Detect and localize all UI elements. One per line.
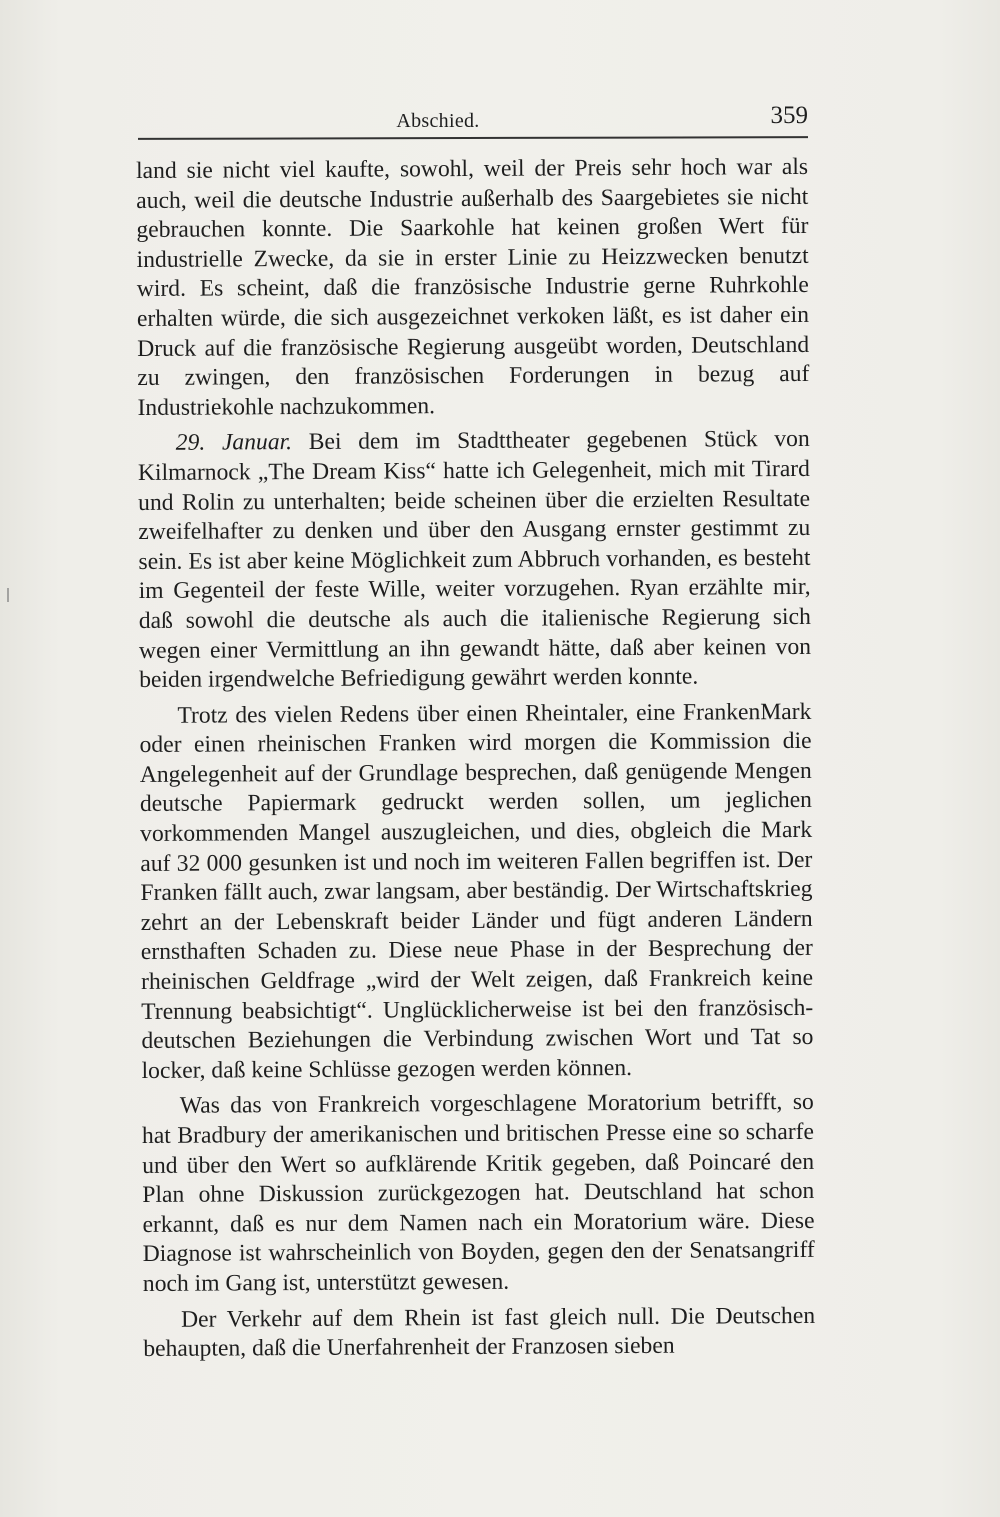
gutter-mark [7, 588, 9, 602]
paragraph-4-text: Was das von Frankreich vorgeschlagene Moratorium betrifft, so hat Bradbury der amerikanischen und britischen Presse eine so scharfe und über den Wert so aufklärende Kritik gegeben, daß Poincaré den Plan ohne Diskussion zurückgezogen hat. Deutschland hat schon erkannt, daß es nur dem Namen nach ein Moratorium wäre. Diese Diagnose ist wahrscheinlich von Boyden, gegen den der Senatsangriff noch im Gang ist, unterstützt gewesen. [141, 1089, 815, 1297]
paragraph-2-text: Bei dem im Stadttheater gegebenen Stück von Kilmarnock „The Dream Kiss“ hatte ich Gelegenheit, mich mit Tirard und Rolin zu unterhalten; beide scheinen über die erzielten Resultate zweifelhafter zu denken und über den Ausgang ernster gestimmt zu sein. Es ist aber keine Möglichkeit zum Abbruch vorhanden, es besteht im Gegenteil der feste Wille, weiter vorzugehen. Ryan erzählte mir, daß sowohl die deutsche als auch die italienische Regierung sich wegen einer Vermittlung an ihn gewandt hätte, daß aber keinen von beiden irgendwelche Befriedigung gewährt werden konnte. [137, 426, 812, 694]
running-head: Abschied. [396, 110, 480, 132]
paragraph-1-text: land sie nicht viel kaufte, sowohl, weil der Preis sehr hoch war als auch, weil die deutsche Industrie außerhalb des Saargebietes sie nicht gebrauchen konnte. Die Saarkohle hat keinen großen Wert für industrielle Zwecke, da sie in erster Linie zu Heizzwecken benutzt wird. Es scheint, daß die französische Industrie gerne Ruhrkohle erhalten würde, die sich ausgezeichnet verkoken läßt, es ist daher ein Druck auf die französische Regierung ausgeübt worden, Deutschland zu zwingen, den französischen Forderungen in bezug auf Industriekohle nachzukommen. [136, 153, 810, 421]
paragraph-3 [139, 698, 813, 1087]
body-text [136, 153, 815, 1371]
paragraph-2 [138, 425, 812, 695]
paragraph-5-text: Der Verkehr auf dem Rhein ist fast gleich null. Die Deutschen behaupten, daß die Unerfahrenheit der Franzosen sieben [143, 1302, 816, 1363]
page-header [138, 100, 808, 140]
paragraph-3-text: Trotz des vielen Redens über einen Rheintaler, eine FrankenMark oder einen rheinischen Franken wird morgen die Kommission die Angelegenheit auf der Grundlage besprechen, daß genügende Mengen deutsche Papiermark gedruckt werden sollen, um jeglichen vorkommenden Mangel auszugleichen, und dies, obgleich die Mark auf 32 000 gesunken ist und noch im weiteren Fallen begriffen ist. Der Franken fällt auch, zwar langsam, aber beständig. Der Wirtschaftskrieg zehrt an der Lebenskraft beider Länder und fügt anderen Ländern ernsthaften Schaden zu. Diese neue Phase in der Besprechung der rheinischen Geldfrage „wird der Welt zeigen, daß Frankreich keine Trennung beabsichtigt“. Unglücklicherweise ist bei den französisch-deutschen Beziehungen die Verbindung zwischen Wort und Tat so locker, daß keine Schlüsse gezogen werden können. [139, 698, 814, 1084]
page-number: 359 [770, 102, 808, 129]
paragraph-5 [143, 1301, 815, 1364]
paragraph-4 [142, 1088, 815, 1299]
entry-date: 29. Januar. [175, 429, 293, 457]
paragraph-1 [136, 153, 810, 423]
